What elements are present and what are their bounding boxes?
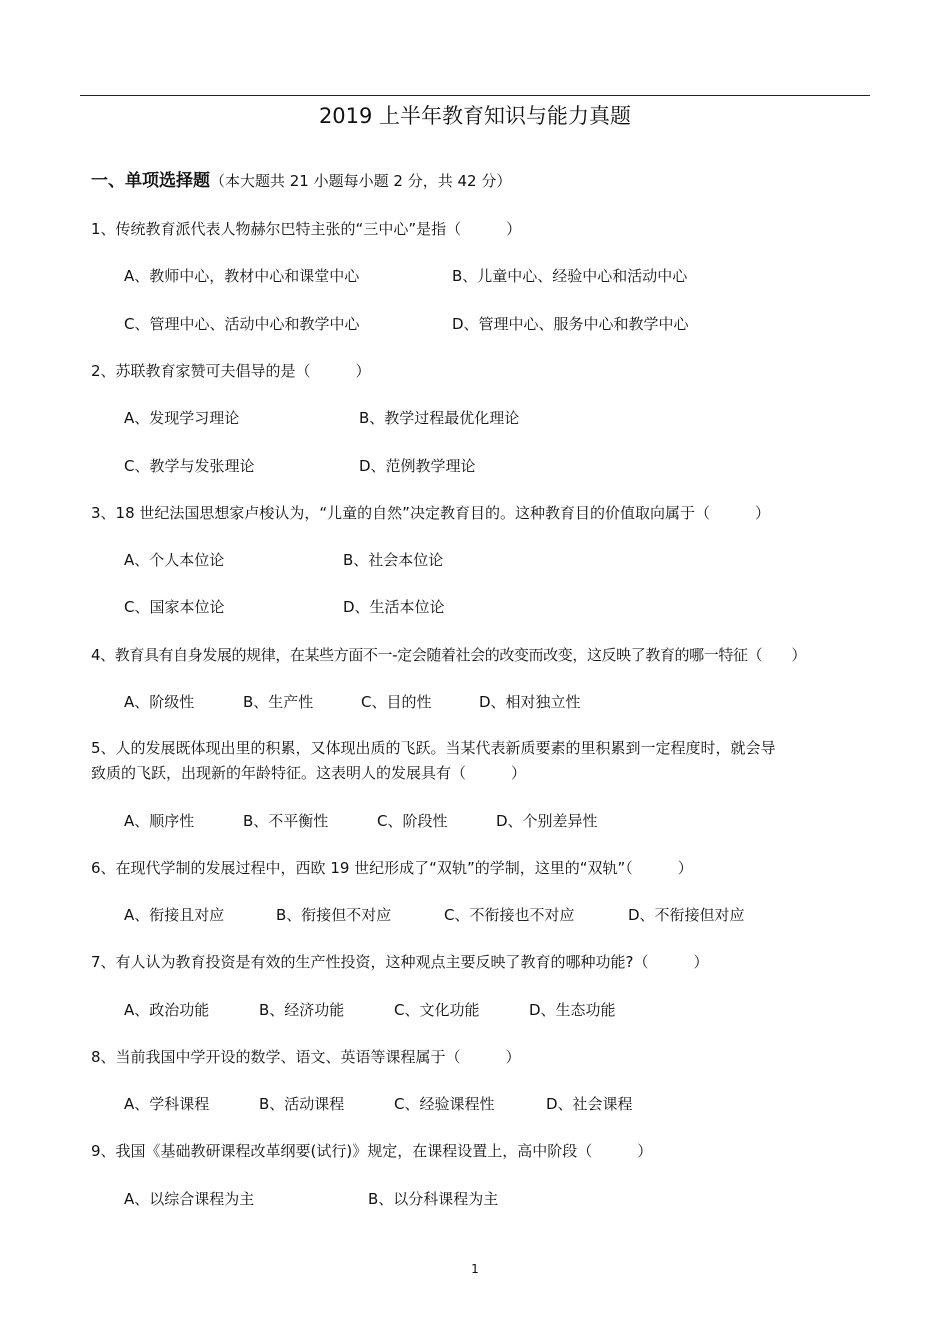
- question-stem-9: 9、我国《基础教研课程改革纲要(试行)》规定，在课程设置上，高中阶段（ ）: [91, 1142, 653, 1160]
- q5-option-c: C、阶段性: [377, 812, 448, 830]
- question-stem-5-line-2: 致质的飞跃，出现新的年龄特征。这表明人的发展具有（ ）: [91, 764, 527, 782]
- q6-option-d: D、不衔接但对应: [628, 906, 745, 924]
- q5-option-b: B、不平衡性: [243, 812, 329, 830]
- q2-option-b: B、教学过程最优化理论: [359, 409, 520, 427]
- q8-option-d: D、社会课程: [546, 1095, 633, 1113]
- q7-option-a: A、政治功能: [124, 1001, 210, 1019]
- question-stem-3: 3、18 世纪法国思想家卢梭认为，“儿童的自然”决定教育目的。这种教育目的价值取向属于（ ）: [91, 504, 770, 522]
- q9-option-b: B、以分科课程为主: [368, 1190, 499, 1208]
- q8-option-a: A、学科课程: [124, 1095, 210, 1113]
- q6-option-a: A、衔接且对应: [124, 906, 225, 924]
- q7-option-c: C、文化功能: [394, 1001, 480, 1019]
- q3-option-d: D、生活本位论: [343, 598, 445, 616]
- q1-option-b: B、儿童中心、经验中心和活动中心: [452, 267, 688, 285]
- q6-option-c: C、不衔接也不对应: [444, 906, 575, 924]
- q9-option-a: A、以综合课程为主: [124, 1190, 255, 1208]
- q8-option-b: B、活动课程: [259, 1095, 345, 1113]
- q4-option-b: B、生产性: [243, 693, 314, 711]
- q6-option-b: B、衔接但不对应: [276, 906, 392, 924]
- section-heading: [91, 168, 511, 194]
- question-stem-1: 1、传统教育派代表人物赫尔巴特主张的“三中心”是指（ ）: [91, 220, 522, 238]
- question-stem-6: 6、在现代学制的发展过程中，西欧 19 世纪形成了“双轨”的学制，这里的“双轨”（ ）: [91, 859, 693, 877]
- q4-option-d: D、相对独立性: [479, 693, 581, 711]
- q8-option-c: C、经验课程性: [394, 1095, 495, 1113]
- q3-option-a: A、个人本位论: [124, 551, 225, 569]
- section-heading-label: 一、单项选择题: [91, 171, 210, 191]
- page-number: 1: [471, 1262, 479, 1276]
- q7-option-b: B、经济功能: [259, 1001, 345, 1019]
- question-stem-7: 7、有人认为教育投资是有效的生产性投资，这种观点主要反映了教育的哪种功能?（ ）: [91, 953, 709, 971]
- q4-option-a: A、阶级性: [124, 693, 195, 711]
- question-stem-2: 2、苏联教育家赞可夫倡导的是（ ）: [91, 362, 371, 380]
- q3-option-b: B、社会本位论: [343, 551, 444, 569]
- q7-option-d: D、生态功能: [529, 1001, 616, 1019]
- q2-option-c: C、教学与发张理论: [124, 457, 255, 475]
- page-title: 2019 上半年教育知识与能力真题: [318, 104, 632, 128]
- q2-option-a: A、发现学习理论: [124, 409, 240, 427]
- q2-option-d: D、范例教学理论: [359, 457, 476, 475]
- question-stem-8: 8、当前我国中学开设的数学、语文、英语等课程属于（ ）: [91, 1048, 521, 1066]
- question-stem-4: 4、教育具有自身发展的规律，在某些方面不一-定会随着社会的改变而改变，这反映了教育的哪一特征（ ）: [91, 646, 806, 664]
- q1-option-a: A、教师中心，教材中心和课堂中心: [124, 267, 360, 285]
- header-rule: [80, 95, 870, 96]
- q4-option-c: C、目的性: [361, 693, 432, 711]
- question-stem-5-line-1: 5、人的发展既体现出里的积累，又体现出质的飞跃。当某代表新质要素的里积累到一定程度时，就会导: [91, 739, 776, 757]
- section-note: （本大题共 21 小题每小题 2 分，共 42 分）: [210, 172, 512, 190]
- q5-option-a: A、顺序性: [124, 812, 195, 830]
- q1-option-c: C、管理中心、活动中心和教学中心: [124, 315, 360, 333]
- q5-option-d: D、个别差异性: [496, 812, 598, 830]
- q3-option-c: C、国家本位论: [124, 598, 225, 616]
- q1-option-d: D、管理中心、服务中心和教学中心: [452, 315, 689, 333]
